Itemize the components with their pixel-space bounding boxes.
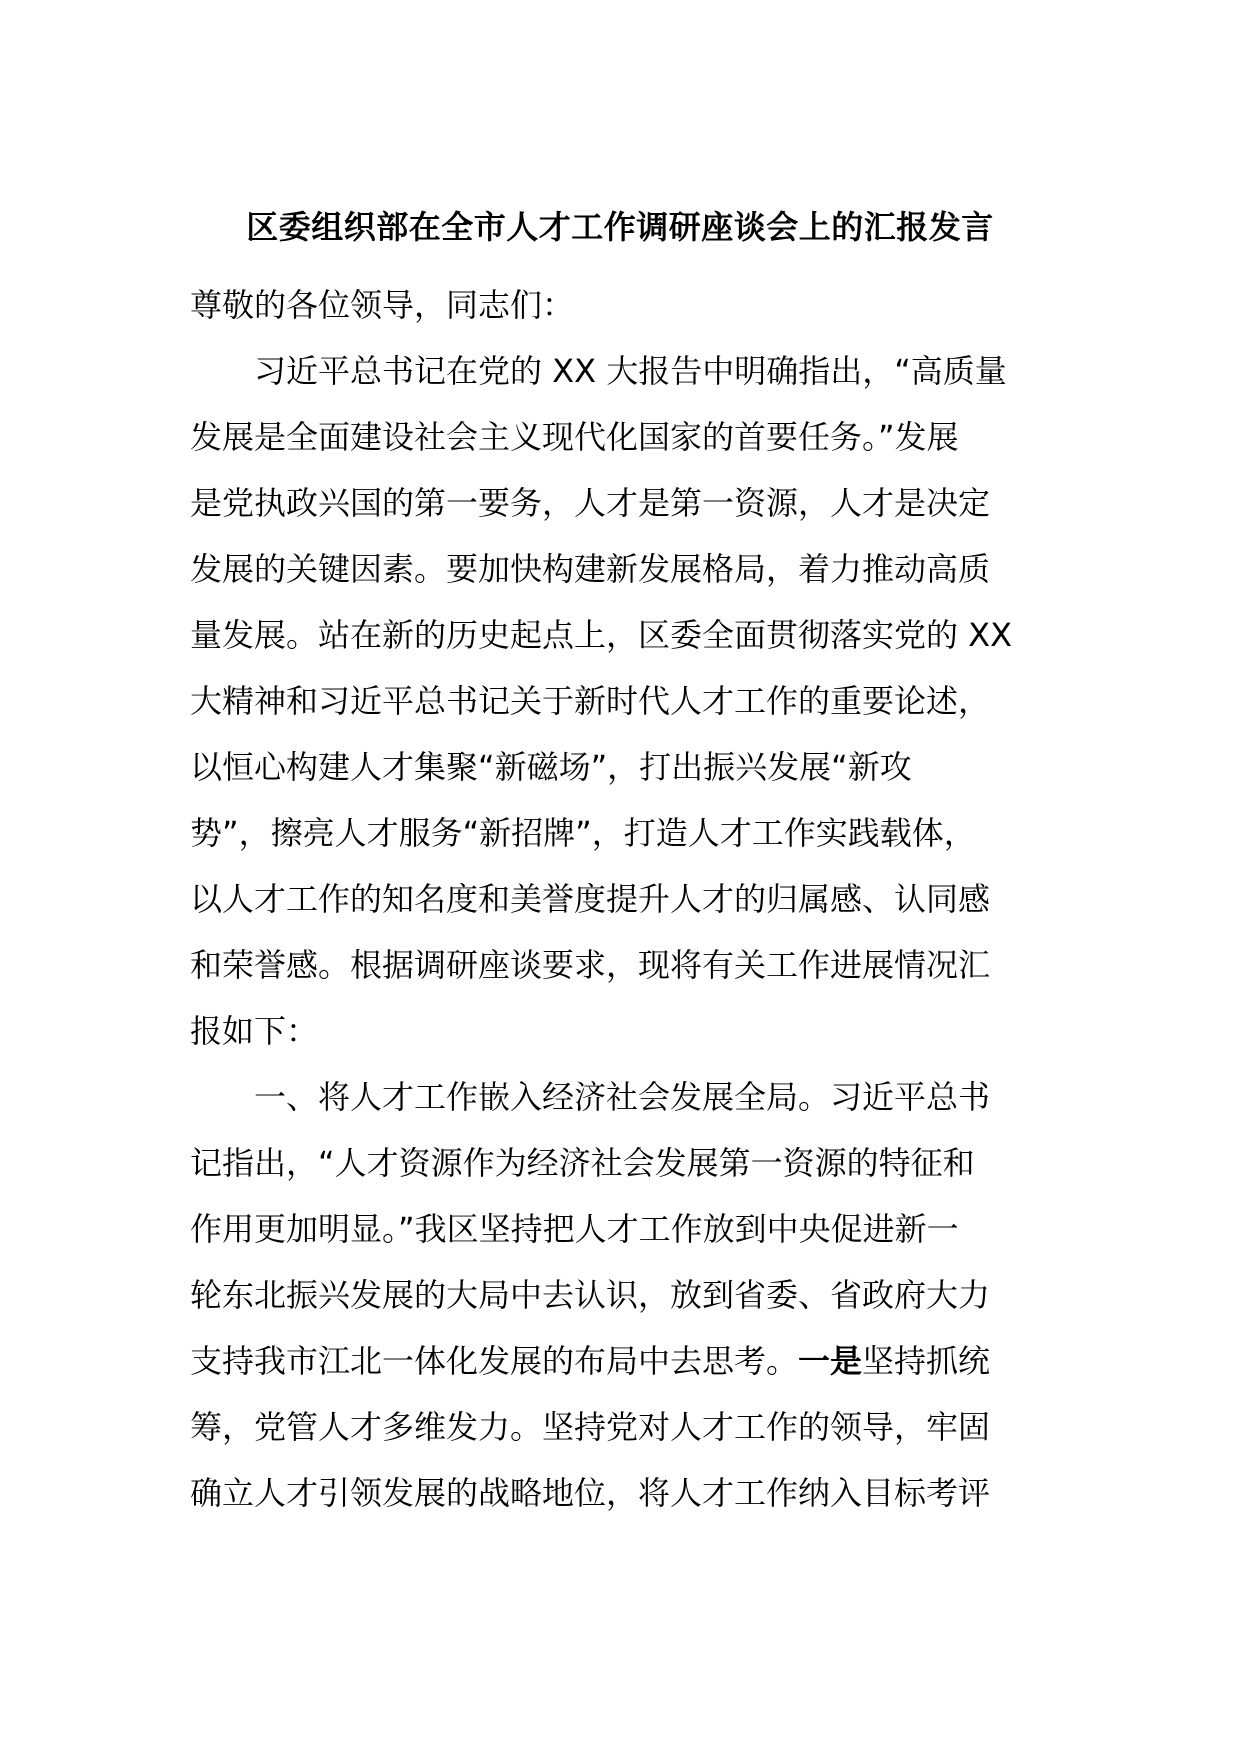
paragraph1-line-3: 是党执政兴国的第一要务，人才是第一资源，人才是决定	[190, 484, 991, 522]
paragraph2-line-4: 轮东北振兴发展的大局中去认识，放到省委、省政府大力	[190, 1276, 991, 1314]
paragraph1-line-4: 发展的关键因素。要加快构建新发展格局，着力推动高质	[190, 550, 991, 588]
paragraph1-line-5: 量发展。站在新的历史起点上，区委全面贯彻落实党的 XX	[190, 616, 1013, 654]
paragraph1-line-11: 报如下：	[190, 1012, 319, 1050]
paragraph2-line-5-end: 坚持抓统	[862, 1342, 991, 1380]
paragraph2-line-2: 记指出，“人才资源作为经济社会发展第一资源的特征和	[190, 1144, 975, 1182]
paragraph1-line-1: 习近平总书记在党的 XX 大报告中明确指出，“高质量	[254, 352, 1007, 390]
paragraph1-line-6: 大精神和习近平总书记关于新时代人才工作的重要论述，	[190, 682, 991, 720]
document-body	[190, 272, 1070, 1526]
paragraph1-line-8: 势”，擦亮人才服务“新招牌”，打造人才工作实践载体，	[190, 814, 976, 852]
paragraph2-line-3: 作用更加明显。”我区坚持把人才工作放到中央促进新一	[190, 1210, 959, 1248]
paragraph2-line-5-start: 支持我市江北一体化发展的布局中去思考。	[190, 1342, 799, 1380]
paragraph2-line-6: 筹，党管人才多维发力。坚持党对人才工作的领导，牢固	[190, 1408, 991, 1446]
emphasis-yi-shi: 一是	[798, 1342, 863, 1380]
paragraph1-line-7: 以恒心构建人才集聚“新磁场”，打出振兴发展“新攻	[190, 748, 912, 786]
paragraph1-line-9: 以人才工作的知名度和美誉度提升人才的归属感、认同感	[190, 880, 991, 918]
paragraph2-line-1: 一、将人才工作嵌入经济社会发展全局。习近平总书	[254, 1078, 991, 1116]
paragraph2-line-5	[190, 1328, 1070, 1394]
paragraph1-line-2: 发展是全面建设社会主义现代化国家的首要任务。”发展	[190, 418, 959, 456]
paragraph2-line-7: 确立人才引领发展的战略地位，将人才工作纳入目标考评	[190, 1474, 991, 1512]
paragraph1-line-10: 和荣誉感。根据调研座谈要求，现将有关工作进展情况汇	[190, 946, 991, 984]
salutation: 尊敬的各位领导，同志们：	[190, 286, 575, 324]
document-title: 区委组织部在全市人才工作调研座谈会上的汇报发言	[246, 208, 994, 246]
